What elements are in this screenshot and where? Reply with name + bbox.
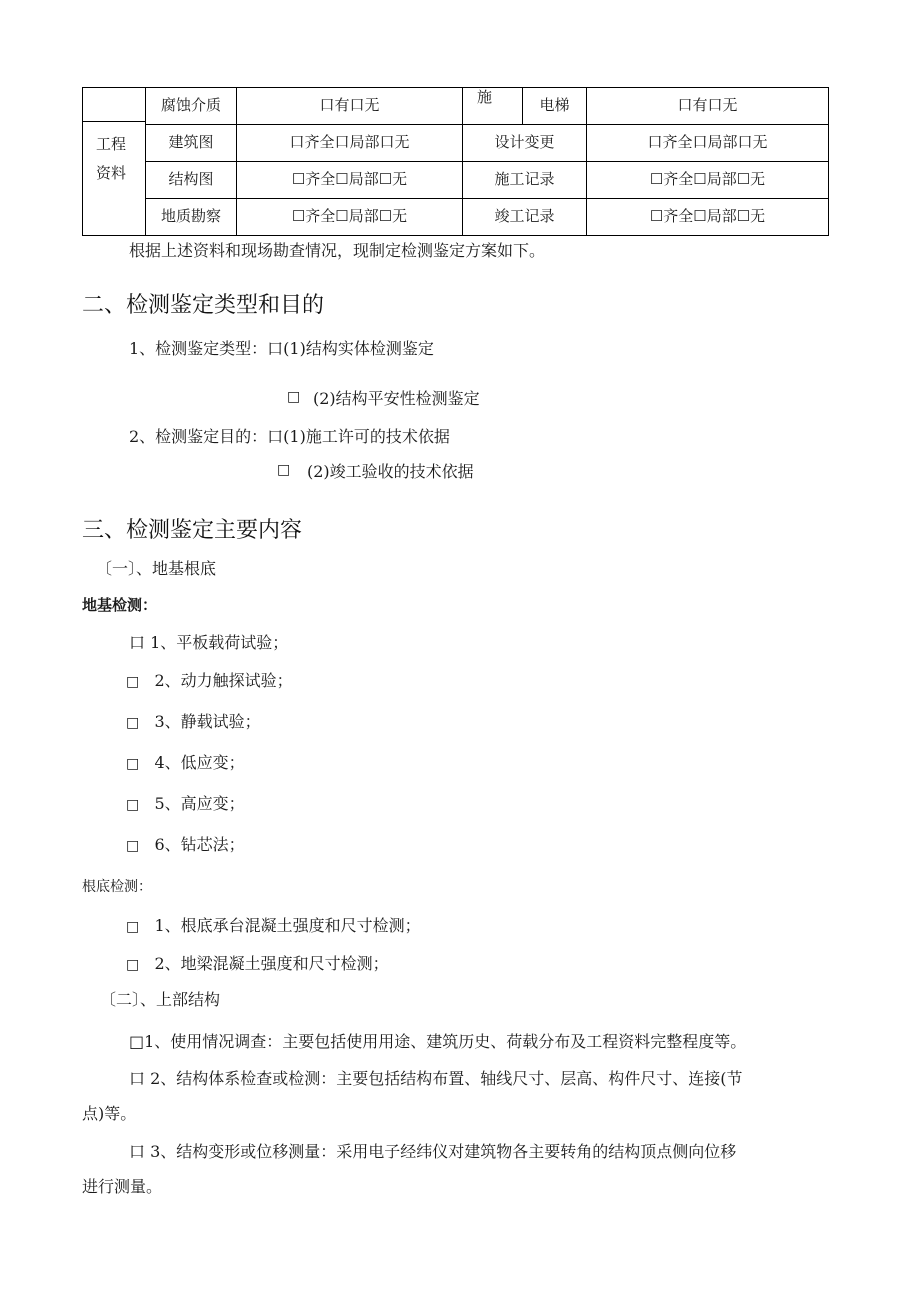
cell-partial-label: 施 (477, 88, 493, 106)
checkbox-icon[interactable]: □ (126, 919, 140, 935)
ground-item-label: 1、平板载荷试验； (150, 633, 289, 652)
ground-item-label: 4、低应变； (154, 753, 245, 772)
table-border-right (828, 87, 829, 236)
superstructure-item-1: □1、使用情况调查：主要包括使用用途、建筑历史、荷载分布及工程资料完整程度等。 (129, 1032, 747, 1051)
inspection-purpose-option-2: (2)竣工验收的技术依据 (307, 462, 474, 481)
foundation-item-label: 1、根底承台混凝土强度和尺寸检测； (154, 916, 421, 935)
checkbox-icon[interactable]: □ (126, 838, 140, 854)
project-info-table (82, 87, 829, 236)
table-border-left (82, 87, 83, 236)
cell-struct-drawing-value: ☐齐全☐局部☐无 (291, 170, 408, 188)
ground-item-3 (126, 709, 261, 732)
cell-corrosion-label: 腐蚀介质 (160, 96, 221, 114)
superstructure-item-2-cont: 点)等。 (82, 1104, 137, 1123)
cell-construction-record-label: 施工记录 (494, 170, 555, 188)
cell-corrosion-value: 口有口无 (319, 96, 380, 114)
ground-item-6 (126, 832, 245, 855)
group-label-project: 工程 (96, 135, 127, 153)
inspection-purpose-line: 2、检测鉴定目的：口(1)施工许可的技术依据 (129, 427, 450, 446)
cell-design-change-label: 设计变更 (494, 133, 555, 151)
ground-item-label: 3、静载试验； (154, 712, 261, 731)
section-2-title: 二、检测鉴定类型和目的 (82, 293, 325, 318)
checkbox-icon[interactable]: □ (126, 756, 140, 772)
checkbox-icon[interactable]: □ (126, 715, 140, 731)
superstructure-item-3-cont: 进行测量。 (82, 1177, 163, 1196)
section-3-title: 三、检测鉴定主要内容 (82, 518, 303, 543)
superstructure-item-3: 口 3、结构变形或位移测量：采用电子经纬仪对建筑物各主要转角的结构顶点侧向位移 (129, 1142, 737, 1161)
cell-design-change-value: 口齐全口局部口无 (647, 133, 768, 151)
ground-item-1 (129, 630, 288, 653)
foundation-item-2 (126, 951, 389, 974)
foundation-item-1 (126, 913, 421, 936)
ground-item-4 (126, 750, 245, 773)
checkbox-icon[interactable]: □ (126, 674, 140, 690)
cell-arch-drawing-value: 口齐全口局部口无 (289, 133, 410, 151)
cell-elevator-value: 口有口无 (677, 96, 738, 114)
cell-arch-drawing-label: 建筑图 (168, 133, 214, 151)
table-border-bottom (82, 235, 829, 236)
checkbox-icon[interactable]: 口 (129, 633, 146, 652)
cell-geo-survey-value: ☐齐全☐局部☐无 (291, 207, 408, 225)
cell-completion-record-label: 竣工记录 (494, 207, 555, 225)
cell-elevator-label: 电梯 (539, 96, 570, 114)
inspection-type-option-2: (2)结构平安性检测鉴定 (313, 389, 480, 408)
checkbox-icon[interactable]: □ (126, 957, 140, 973)
cell-completion-record-value: ☐齐全☐局部☐无 (649, 207, 766, 225)
ground-inspection-heading: 地基检测： (82, 596, 158, 614)
checkbox-icon[interactable]: □ (277, 462, 291, 478)
cell-geo-survey-label: 地质勘察 (160, 207, 221, 225)
ground-item-label: 6、钻芯法； (154, 835, 245, 854)
foundation-item-label: 2、地梁混凝土强度和尺寸检测； (154, 954, 389, 973)
ground-item-5 (126, 791, 245, 814)
subsection-1-title: 〔一〕、地基根底 (96, 559, 217, 578)
subsection-2-title: 〔二〕、上部结构 (100, 990, 221, 1009)
table-row-divider (82, 121, 145, 122)
intro-paragraph: 根据上述资料和现场勘查情况，现制定检测鉴定方案如下。 (129, 241, 546, 260)
checkbox-icon[interactable]: □ (287, 389, 301, 405)
superstructure-item-2: 口 2、结构体系检查或检测：主要包括结构布置、轴线尺寸、层高、构件尺寸、连接(节 (129, 1069, 743, 1088)
cell-struct-drawing-label: 结构图 (168, 170, 214, 188)
inspection-type-line: 1、检测鉴定类型：口(1)结构实体检测鉴定 (129, 339, 434, 358)
cell-construction-record-value: ☐齐全☐局部☐无 (649, 170, 766, 188)
ground-item-label: 2、动力触探试验； (154, 671, 293, 690)
foundation-inspection-heading: 根底检测： (82, 879, 152, 895)
ground-item-label: 5、高应变； (154, 794, 245, 813)
group-label-documents: 资料 (96, 164, 127, 182)
ground-item-2 (126, 668, 293, 691)
checkbox-icon[interactable]: □ (126, 797, 140, 813)
